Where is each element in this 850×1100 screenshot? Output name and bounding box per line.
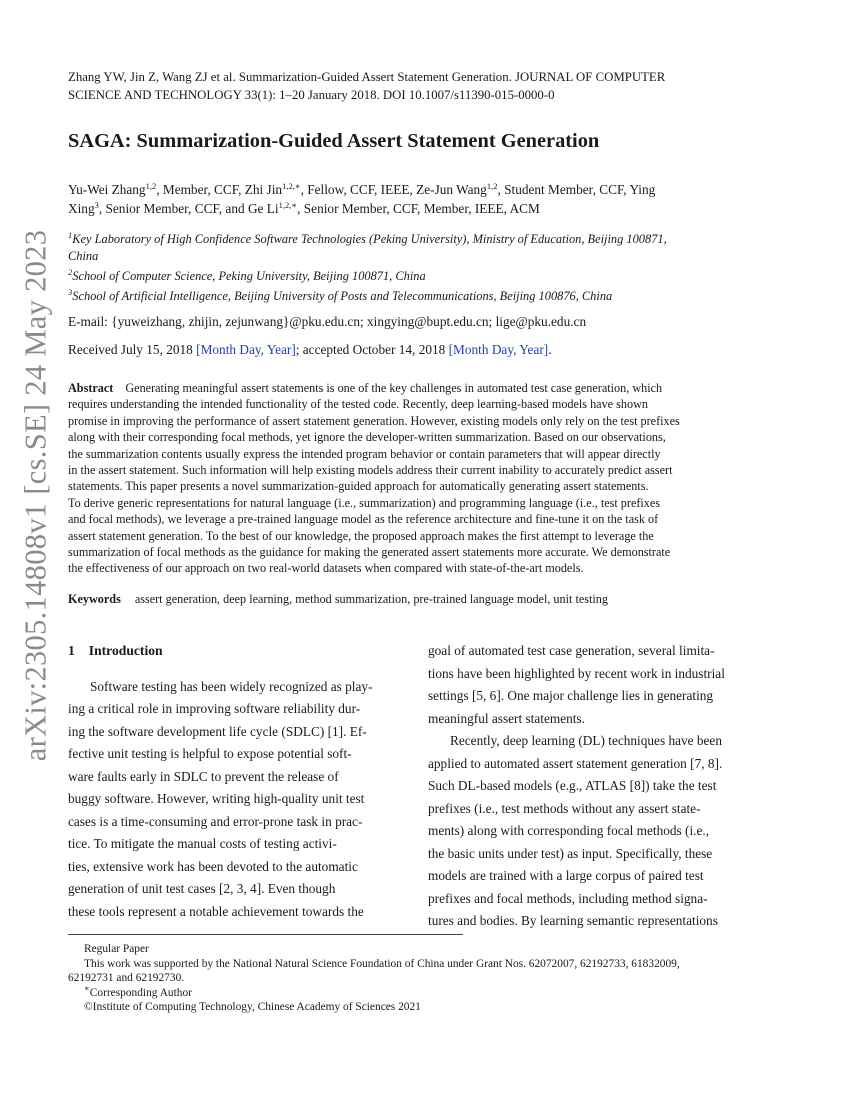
abstract-line: requires understanding the intended functionality of the tested code. Recently, deep learning-based models have shown (68, 397, 648, 412)
abstract-line: To derive generic representations for natural language (i.e., summarization) and programming language (i.e., test prefixes (68, 495, 661, 510)
author-affil-mark: 1,2 (145, 181, 157, 191)
author-affil-mark: 1,2 (486, 181, 498, 191)
citation-line-1: Zhang YW, Jin Z, Wang ZJ et al. Summarization-Guided Assert Statement Generation. JOURNAL OF COMPUTER (68, 70, 666, 84)
body-line: Recently, deep learning (DL) techniques have been (450, 733, 722, 748)
affiliation-1 (68, 231, 760, 248)
abstract-label: Abstract (68, 381, 114, 395)
author-affil-mark: 1,2,∗ (278, 200, 298, 210)
abstract-line: promise in improving the performance of assert statement generation. However, existing models only rely on the test prefixes (68, 413, 680, 428)
affiliation-text: School of Computer Science, Peking University, Beijing 100871, China (72, 269, 426, 283)
affiliations (68, 231, 760, 305)
arxiv-identifier: arXiv:2305.14808v1 [cs.SE] 24 May 2023 (18, 229, 53, 761)
funding-note-cont: 62192731 and 62192730. (68, 972, 185, 985)
author-text: , Senior Member, CCF, and Ge Li (98, 201, 279, 216)
body-line: tice. To mitigate the manual costs of testing activi- (68, 836, 337, 851)
accepted-text: ; accepted October 14, 2018 (295, 342, 449, 357)
received-line (68, 342, 760, 358)
left-column (68, 640, 398, 923)
body-line: prefixes (i.e., test methods without any assert state- (428, 800, 701, 816)
abstract-line: and focal methods), we leverage a pre-trained language model as the reference architecture and fine-tune it on the task of (68, 512, 659, 527)
received-suffix: . (548, 342, 552, 357)
corresponding-text: Corresponding Author (89, 986, 192, 999)
abstract-line: the effectiveness of our approach on two real-world datasets when compared with state-of-the-art models. (68, 561, 584, 576)
author-affil-mark: 1,2,∗ (282, 181, 301, 191)
affiliation-text: School of Artificial Intelligence, Beijing University of Posts and Telecommunications, Beijing 100876, China (72, 289, 613, 303)
section-number: 1 (68, 643, 75, 658)
author-line-1 (68, 180, 760, 199)
body-line: goal of automated test case generation, several limita- (428, 643, 715, 658)
body-line: Software testing has been widely recognized as play- (90, 678, 373, 694)
arxiv-sidebar (18, 229, 53, 761)
body-line: cases is a time-consuming and error-prone task in prac- (68, 813, 363, 829)
body-line: ing the software development life cycle (SDLC) [1]. Ef- (68, 723, 367, 739)
abstract-line: in the assert statement. Such information will help existing models address their current inability to accurately predict assert (68, 463, 673, 478)
body-line: tures and bodies. By learning semantic representations (428, 913, 718, 928)
abstract-line (68, 380, 760, 396)
corresponding-mark: ∗ (84, 982, 90, 993)
affiliation-1-cont: China (68, 249, 99, 263)
body-line: applied to automated assert statement generation [7, 8]. (428, 755, 723, 771)
affiliation-mark: 1 (68, 230, 73, 240)
affiliation-text: Key Laboratory of High Confidence Software Technologies (Peking University), Ministry of Education, Beijing 100871, (72, 232, 667, 246)
body-line: fective unit testing is helpful to expose potential soft- (68, 746, 352, 761)
author-text: , Student Member, CCF, Ying (497, 182, 656, 197)
body-line: buggy software. However, writing high-quality unit test (68, 791, 365, 806)
body-line: ties, extensive work has been devoted to the automatic (68, 858, 358, 874)
paper-title: SAGA: Summarization-Guided Assert Statement Generation (68, 130, 600, 152)
body-line: prefixes and focal methods, including method signa- (428, 890, 708, 906)
abstract-line: statements. This paper presents a novel summarization-guided approach for automatically generating assert statements. (68, 479, 649, 494)
author-name: Yu-Wei Zhang (68, 182, 146, 197)
body-line: models are trained with a large corpus of paired test (428, 868, 704, 883)
affiliation-mark: 2 (68, 267, 73, 277)
abstract-line: summarization of focal methods as the guidance for making the generated assert statements more accurate. We demonstrate (68, 545, 671, 560)
footnotes (68, 942, 768, 1015)
abstract-line: the summarization contents usually express the intended program behavior or contain parameters that will appear directly (68, 446, 661, 461)
funding-note: This work was supported by the National Natural Science Foundation of China under Grant Nos. 62072007, 62192733, 61832009, (84, 957, 680, 970)
affiliation-2 (68, 268, 760, 285)
section-heading-introduction (68, 640, 398, 663)
journal-header (68, 68, 760, 104)
keywords-text: assert generation, deep learning, method summarization, pre-trained language model, unit testing (134, 592, 608, 606)
body-line: the basic units under test) as input. Specifically, these (428, 845, 713, 861)
body-line: settings [5, 6]. One major challenge lies in generating (428, 688, 714, 703)
section-title: Introduction (88, 643, 163, 658)
author-text: , Senior Member, CCF, Member, IEEE, ACM (297, 201, 540, 216)
copyright-note: ©Institute of Computing Technology, Chinese Academy of Sciences 2021 (84, 1001, 421, 1014)
author-text: Xing (68, 201, 95, 216)
body-line: Such DL-based models (e.g., ATLAS [8]) take the test (428, 778, 717, 793)
author-affil-mark: 3 (94, 200, 99, 210)
body-line: ing a critical role in improving software reliability dur- (68, 701, 361, 716)
abstract-text: Generating meaningful assert statements is one of the key challenges in automated test case generation, which (125, 381, 663, 395)
keywords (68, 592, 760, 607)
affiliation-3 (68, 288, 760, 305)
author-text: , Fellow, CCF, IEEE, Ze-Jun Wang (300, 182, 487, 197)
affiliation-mark: 3 (68, 287, 73, 297)
body-line: ments) along with corresponding focal methods (i.e., (428, 823, 710, 838)
abstract-line: along with their corresponding focal methods, yet ignore the developer-written summarization. Based on our observations, (68, 430, 666, 445)
corresponding-author-note (68, 982, 768, 1001)
body-line: these tools represent a notable achievement towards the (68, 903, 364, 919)
author-text: , Member, CCF, Zhi Jin (156, 182, 283, 197)
right-column (428, 640, 758, 933)
citation-line-2: SCIENCE AND TECHNOLOGY 33(1): 1–20 January 2018. DOI 10.1007/s11390-015-0000-0 (68, 88, 555, 102)
abstract-line: assert statement generation. To the best of our knowledge, the proposed approach makes the first attempt to leverage the (68, 528, 654, 543)
paper-type-note: Regular Paper (84, 943, 149, 955)
body-line: meaningful assert statements. (428, 710, 585, 726)
abstract (68, 380, 760, 577)
author-list (68, 180, 760, 218)
date-placeholder-link[interactable]: [Month Day, Year] (448, 342, 549, 357)
footnote-divider (68, 934, 463, 935)
body-line: ware faults early in SDLC to prevent the release of (68, 768, 339, 784)
keywords-label: Keywords (68, 592, 121, 606)
body-line: generation of unit test cases [2, 3, 4]. Even though (68, 881, 336, 896)
body-line: tions have been highlighted by recent work in industrial (428, 665, 725, 681)
date-placeholder-link[interactable]: [Month Day, Year] (196, 342, 296, 357)
email-line: E-mail: {yuweizhang, zhijin, zejunwang}@pku.edu.cn; xingying@bupt.edu.cn; lige@pku.edu.cn (68, 314, 587, 329)
author-line-2 (68, 199, 760, 218)
received-text: Received July 15, 2018 (68, 342, 197, 357)
